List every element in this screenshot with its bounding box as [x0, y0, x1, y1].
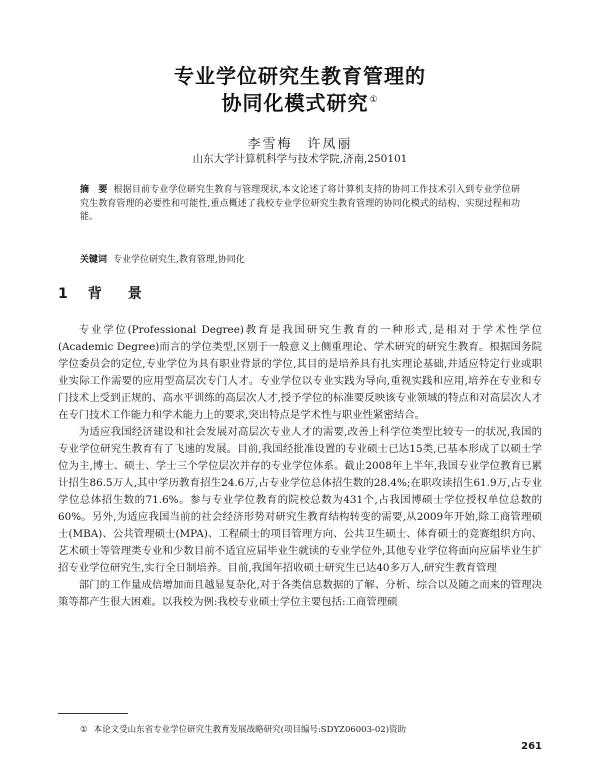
body-paragraph: 部门的工作量成倍增加而且越显复杂化,对于各类信息数据的了解、分析、综合以及随之而来的管理决策等都产生很大困难。以我校为例:我校专业硕士学位主要包括:工商管理硕 [58, 579, 542, 608]
section-heading [58, 283, 148, 303]
title-footnote-mark: ① [369, 95, 379, 106]
affiliation: 山东大学计算机科学与技术学院,济南,250101 [192, 153, 408, 165]
abstract [80, 184, 520, 225]
abstract-text: 根据目前专业学位研究生教育与管理现状,本文论述了将计算机支持的协同工作技术引入到专业学位研究生教育管理的必要性和可能性,重点概述了我校专业学位研究生教育管理的协同化模式的结构、实现过程和功能。 [80, 185, 520, 222]
keywords-text: 专业学位研究生,教育管理,协同化 [113, 255, 245, 265]
authors: 李雪梅 许凤丽 [247, 137, 353, 152]
footnote-mark: ① [80, 725, 88, 735]
paper-title-line-2 [0, 87, 600, 116]
abstract-label: 摘 要 [80, 185, 108, 195]
footnote-text: 本论文受山东省专业学位研究生教育发展战略研究(项目编号:SDYZ06003-02)资助 [93, 725, 407, 735]
footnote [80, 723, 406, 735]
body-paragraph: 为适应我国经济建设和社会发展对高层次专业人才的需要,改善上科学位类型比较专一的状况,我国的专业学位研究生教育有了飞速的发展。目前,我国经批准设置的专业硕士已达15类,已基本形成了以硕士学位为主,博士、硕士、学士三个学位层次并存的专业学位体系。截止2008年上半年,我国专业学位教育已累计招生86.5万人,其中学历教育招生24.6万,占专业学位总体招生数的28.4%;在职攻读招生61.9万,占专业学位总体招生数的71.6%。参与专业学位教育的院校总数为431个,占我国博硕士学位授权单位总数的60%。另外,为适应我国当前的社会经济形势对研究生教育结构转变的需要,从2009年开始,除工商管理硕士(MBA)、公共管理硕士(MPA)、工程硕士的项目管理方向、公共卫生硕士、体育硕士的竞赛组织方向、艺术硕士等管理类专业和少数目前不适宜应届毕业生就读的专业学位外,其他专业学位将面向应届毕业生扩招专业学位研究生,实行全日制培养。目前,我国年招收硕士研究生已达40多万人,研究生教育管理 [58, 426, 542, 574]
title-text-2: 协同化模式研究 [221, 91, 369, 115]
section-title: 背 景 [87, 286, 148, 302]
body-paragraph: 专业学位(Professional Degree)教育是我国研究生教育的一种形式,是相对于学术性学位(Academic Degree)而言的学位类型,区别于一般意义上侧重理论、学术研究的研究生教育。根据国务院学位委员会的定位,专业学位为具有职业背景的学位,其目的是培养具有扎实理论基础,并适应特定行业或职业实际工作需要的应用型高层次专门人才。专业学位以专业实践为导向,重视实践和应用,培养在专业和专门技术上受到正规的、高水平训练的高层次人才,授予学位的标准要反映该专业领域的特点和对高层次人才在专门技术工作能力和学术能力上的要求,突出特点是学术性与职业性紧密结合。 [58, 324, 542, 421]
paper-title-line-1 [0, 60, 600, 89]
keywords [80, 252, 520, 265]
keywords-label: 关键词 [80, 255, 108, 265]
footnote-divider [58, 713, 128, 714]
section-number: 1 [58, 286, 74, 302]
body-text [58, 322, 542, 611]
page-number: 261 [521, 741, 542, 752]
title-text-1: 专业学位研究生教育管理的 [174, 64, 426, 88]
